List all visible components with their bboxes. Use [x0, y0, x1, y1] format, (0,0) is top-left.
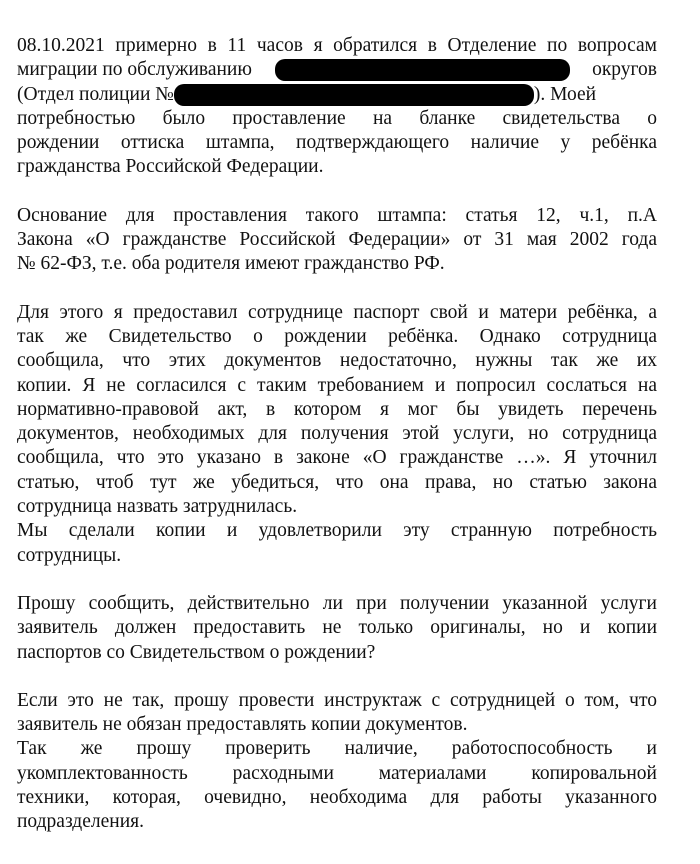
text-line: статью, чтоб тут же убедиться, что она права, но статью закона	[17, 471, 657, 493]
text-line: Мы сделали копии и удовлетворили эту странную потребность	[17, 520, 657, 542]
paragraph-2	[17, 204, 657, 277]
text-line: Если это не так, прошу провести инструктаж с сотрудницей о том, что	[17, 689, 657, 711]
text-line-redacted	[17, 83, 657, 107]
text-line: Для этого я предоставил сотруднице паспорт свой и матери ребёнка, а	[17, 301, 657, 323]
redaction-block	[174, 84, 534, 106]
text-line: сотрудницы.	[17, 544, 122, 566]
text-fragment: (Отдел полиции №	[17, 83, 174, 105]
text-line: Прошу сообщить, действительно ли при получении указанной услуги	[17, 592, 657, 614]
paragraph-5	[17, 592, 657, 665]
text-line: так же Свидетельство о рождении ребёнка. Однако сотрудница	[17, 325, 657, 347]
text-fragment: округов	[592, 59, 657, 81]
text-line: нормативно-правовой акт, в котором я мог бы увидеть перечень	[17, 398, 657, 420]
text-line: укомплектованность расходными материалами копировальной	[17, 762, 657, 784]
text-line: техники, которая, очевидно, необходима для работы указанного	[17, 787, 657, 809]
text-line: Основание для проставления такого штампа: статья 12, ч.1, п.А	[17, 204, 657, 226]
paragraph-6	[17, 689, 657, 738]
paragraph-4	[17, 519, 657, 568]
text-line: рождении оттиска штампа, подтверждающего наличие у ребёнка	[17, 132, 657, 154]
text-line: 08.10.2021 примерно в 11 часов я обратился в Отделение по вопросам	[17, 35, 657, 56]
text-fragment: ). Моей	[533, 83, 597, 105]
text-line: сотрудница назвать затруднилась.	[17, 496, 298, 518]
paragraph-3	[17, 301, 657, 520]
text-line: Закона «О гражданстве Российской Федерации» от 31 мая 2002 года	[17, 229, 657, 251]
paragraph-7	[17, 737, 657, 834]
text-line: № 62-ФЗ, т.е. оба родителя имеют гражданство РФ.	[17, 253, 445, 275]
text-line-redacted	[17, 58, 657, 82]
document-page	[17, 34, 657, 835]
text-line: сообщила, что этих документов недостаточно, нужны так же их	[17, 350, 657, 372]
text-line: подразделения.	[17, 811, 144, 833]
redaction-block	[275, 59, 570, 81]
text-line: сообщила, что это указано в законе «О гражданстве …». Я уточнил	[17, 447, 657, 469]
text-line: потребностью было проставление на бланке свидетельства о	[17, 107, 657, 129]
text-fragment: миграции по обслуживанию	[17, 59, 252, 81]
text-line: паспортов со Свидетельством о рождении?	[17, 641, 376, 663]
text-line: гражданства Российской Федерации.	[17, 156, 324, 178]
text-line: Так же прошу проверить наличие, работоспособность и	[17, 738, 657, 760]
text-line: документов, необходимых для получения этой услуги, но сотрудница	[17, 423, 657, 445]
text-line: заявитель не обязан предоставлять копии документов.	[17, 714, 468, 736]
text-line: заявитель должен предоставить не только оригиналы, но и копии	[17, 617, 657, 639]
paragraph-1	[17, 34, 657, 180]
text-line: копии. Я не согласился с таким требованием и попросил сослаться на	[17, 374, 657, 396]
text-group	[17, 83, 596, 107]
